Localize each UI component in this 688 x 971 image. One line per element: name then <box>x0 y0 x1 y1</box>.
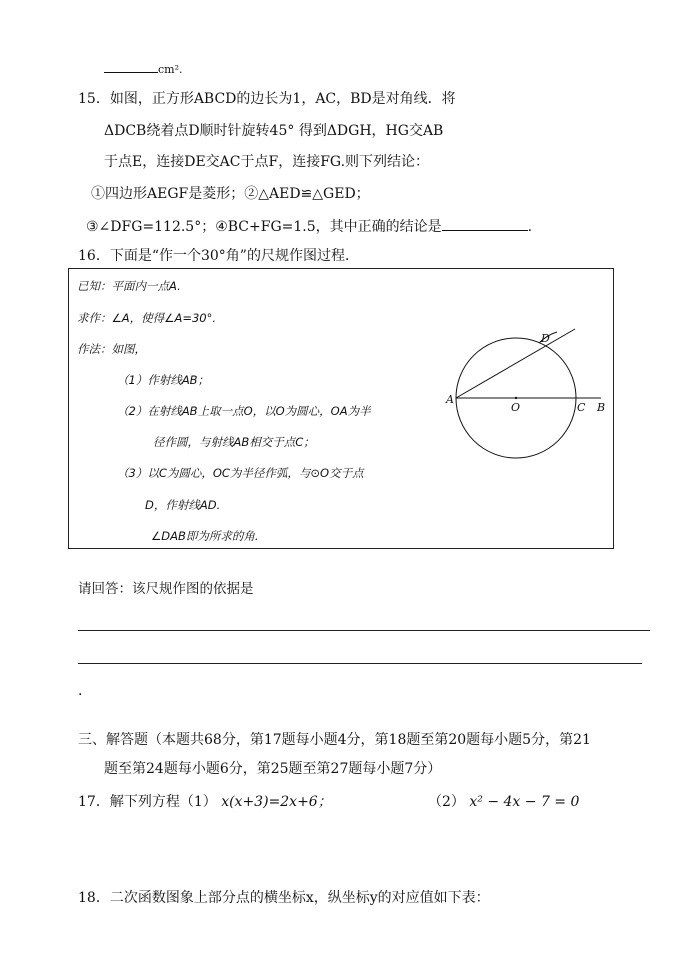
q17-eq2: x² − 4x − 7 = 0 <box>469 794 580 810</box>
answer-line-2 <box>78 663 642 664</box>
construction-figure <box>69 269 615 550</box>
q15-line2: ΔDCB绕着点D顺时针旋转45° 得到ΔDGH，HG交AB <box>104 123 444 139</box>
q17-part2 <box>428 793 579 811</box>
q16-answer-prompt: 请回答：该尺规作图的依据是 <box>78 581 254 597</box>
q18-line: 18．二次函数图象上部分点的横坐标x，纵坐标y的对应值如下表： <box>78 890 490 906</box>
q15-line1: 15．如图，正方形ABCD的边长为1，AC，BD是对角线．将 <box>78 91 456 107</box>
section3-header-line1: 三、解答题（本题共68分，第17题每小题4分，第18题至第20题每小题5分，第21 <box>78 732 591 748</box>
box-step2a: （2）在射线AB上取一点O，以O为圆心，OA为半 <box>117 404 371 418</box>
label-d: D <box>541 332 550 345</box>
q16-title: 16．下面是“作一个30°角”的尺规作图过程． <box>78 248 359 264</box>
label-c: C <box>577 401 586 414</box>
box-step2b: 径作圆，与射线AB相交于点C； <box>153 435 315 449</box>
q16-end-mark: . <box>78 683 83 699</box>
label-o: O <box>511 401 521 414</box>
label-b: B <box>597 401 606 414</box>
box-find: 求作：∠A，使得∠A=30°. <box>77 311 217 325</box>
box-step3b: D，作射线AD. <box>145 498 221 512</box>
box-step3a: （3）以C为圆心，OC为半径作弧，与⊙O交于点 <box>117 466 364 480</box>
point-o <box>515 397 517 399</box>
q17-line <box>78 793 332 811</box>
q15-line4: ①四边形AEGF是菱形；②△AED≌△GED； <box>91 186 370 202</box>
q15-line5-text: ③∠DFG=112.5°；④BC+FG=1.5，其中正确的结论是 <box>86 219 442 235</box>
section3-header-line2: 题至第24题每小题6分，第25题至第27题每小题7分） <box>104 761 442 777</box>
q15-line3: 于点E，连接DE交AC于点F，连接FG.则下列结论： <box>104 154 430 170</box>
q14-unit: cm². <box>158 63 183 76</box>
q15-line5 <box>86 216 532 236</box>
label-a: A <box>446 393 454 406</box>
q17-label2: （2） <box>428 794 465 810</box>
q15-answer-blank <box>442 216 528 231</box>
box-conclusion: ∠DAB即为所求的角. <box>151 529 259 543</box>
box-known: 已知：平面内一点A. <box>77 279 181 293</box>
answer-line-1 <box>78 630 650 631</box>
box-step1: （1）作射线AB； <box>117 373 210 387</box>
q17-eq1: x(x+3)=2x+6； <box>221 794 332 810</box>
ray-ad <box>456 329 575 398</box>
q14-answer-line <box>104 58 183 79</box>
q14-blank <box>104 58 158 73</box>
q15-end-mark: . <box>527 219 533 235</box>
q17-label: 17．解下列方程（1） <box>78 794 217 810</box>
construction-box <box>68 268 614 549</box>
box-method: 作法：如图， <box>77 342 146 356</box>
